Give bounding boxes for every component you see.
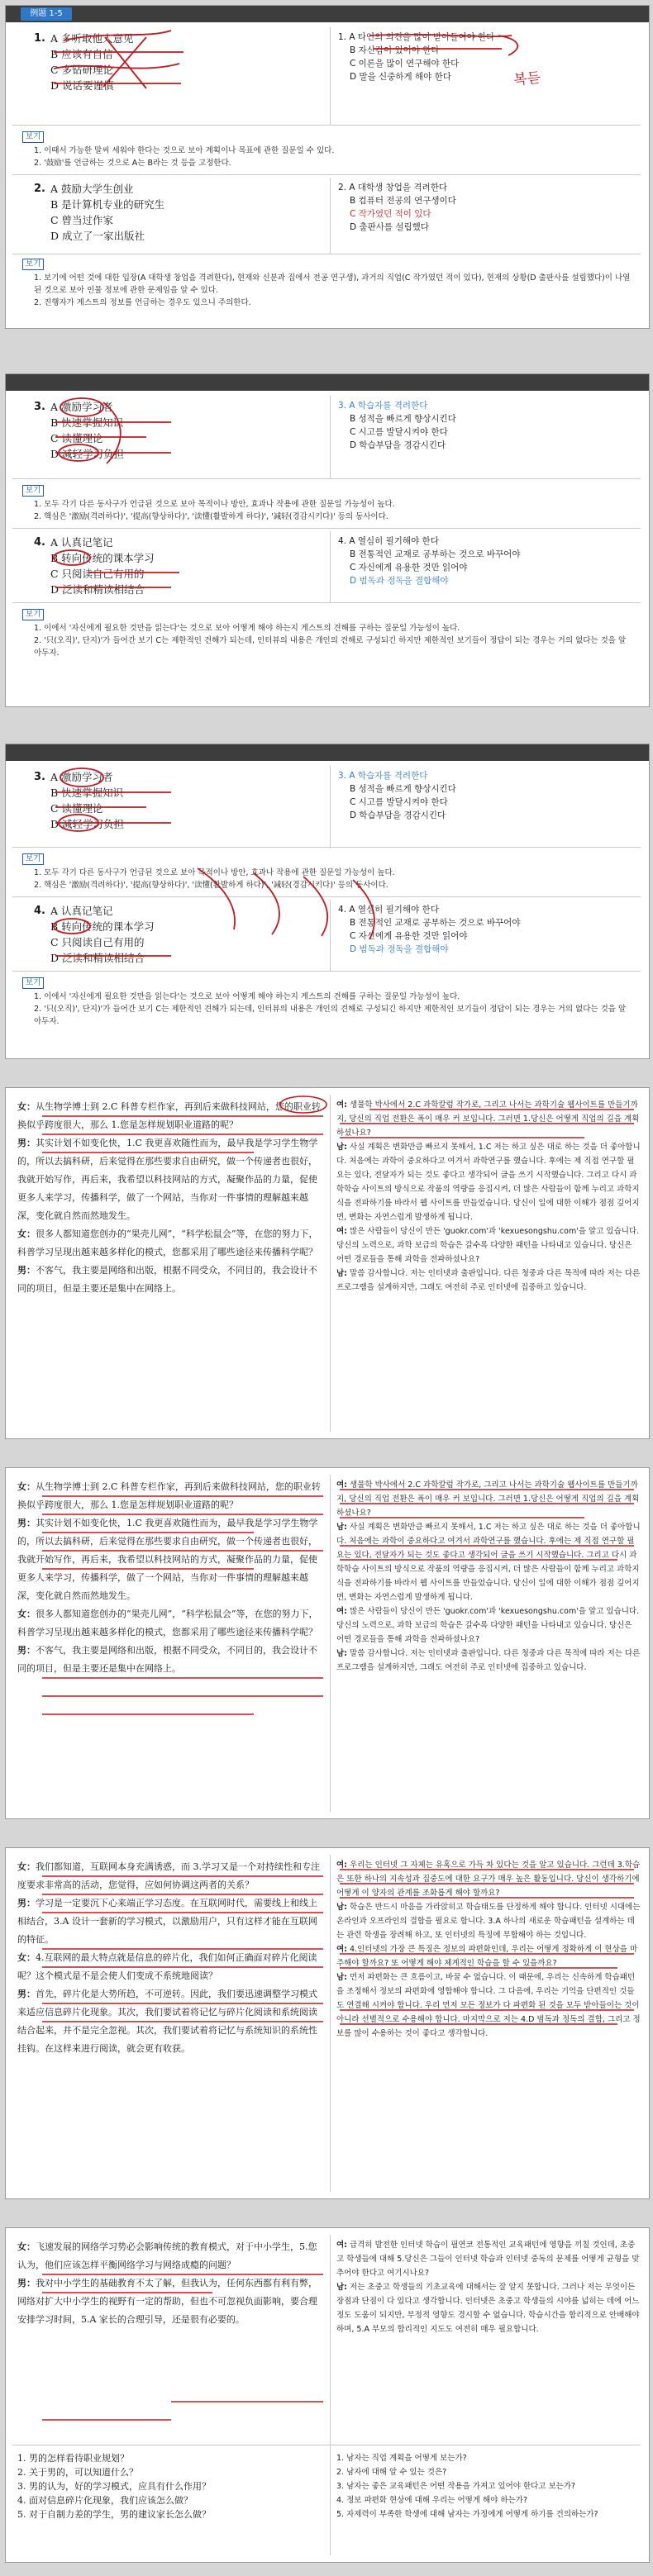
q4-ko-d: D 범독과 정독을 결합해야 — [350, 944, 449, 954]
section-header-bar — [6, 374, 649, 391]
hint-label-6: 보기 — [22, 977, 44, 989]
question-item: 1. 男的怎样看待职业规划？ — [17, 2453, 129, 2464]
q4-option-c: C 只阅读自己有用的 — [50, 936, 145, 948]
dialogue-line: 男：其实计划不如变化快，1.C 我更喜欢随性而为，最早我是学习学生物学的，所以去搞科研，后来觉得在那些要求自由研究，做一个传递者也很好，我就开始写作，再后来，我希望以科技网站的方式，凝聚作品的力量，促使更多人来学习，传播科学，做了一个网站，当你对一件事情的理解越来越深，变化就自然而然地发生。 — [17, 1518, 318, 1601]
transcript-page-4 — [5, 2227, 650, 2563]
q2-ko-a: 2. A 대학생 창업을 격려한다 — [338, 183, 447, 192]
q3-option-c: C 读懂理论 — [50, 802, 103, 815]
dialogue-line: 여: 생물학 박사에서 2.C 과학칼럼 작가로, 그리고 나서는 과학기술 웹사이트를 만들기까지, 당신의 직업 전환은 폭이 매우 커 보입니다. 그러면 1.당신은 어떻게 직업의 길을 계획하셨나요? — [336, 1480, 640, 1518]
dialogue-line: 남: 사실 계획은 변화만큼 빠르지 못해서, 1.C 저는 하고 싶은 대로 하는 것을 더 좋아합니다. 처음에는 과학이 중요하다고 여겨서 과학연구를 했습니다. 후에는 제 직접 연구할 필요는 있다, 전달자가 되는 것도 좋다고 생각되어 글을 쓰기 시작했습니다. 그리고 다시 과학학습 사이트의 방식으로 작품의 역량을 응집시켜, 더 많은 사람들이 함께 누리고 과학지식을 전파하기를 바라서 웹 사이트를 만들었습니다. 당신이 일에 대한 이해가 점점 깊어지면, 변화는 자연스럽게 발생하게 됩니다. — [336, 1523, 641, 1602]
q1-option-c: C 多钻研理论 — [50, 64, 114, 76]
question-item: 1. 남자는 직업 계획을 어떻게 보는가? — [336, 2454, 467, 2463]
hint-3-line-1: 1. 모두 각기 다른 동사구가 언급된 것으로 보아 목적이나 방안, 효과나 작용에 관한 질문일 가능성이 높다. — [34, 500, 395, 509]
dialogue-line: 남: 먼저 파편화는 큰 흐름이고, 바꿀 수 없습니다. 이 때문에, 우리는 신속하게 학습패턴을 조정해서 정보의 파편화에 영합해야 합니다. 그 다음에, 우리는 기억을 단편적인 것들 도 연결해 시켜야 합니다. 우리 먼저 모든 정보가 다 파편화 된 것을 모두 받아들이는 것이 아니라 선별적으로 수용해야 합니다. 마지막으로 저는 4.D 범독과 정독의 결합, 그리고 정보를 많이 수용하는 것이 좋다고 생각합니다. — [336, 1973, 641, 2038]
question-item: 4. 面对信息碎片化现象，我们应该怎么做？ — [17, 2495, 193, 2506]
dialogue-line: 여: 생물학 박사에서 2.C 과학칼럼 작가로, 그리고 나서는 과학기술 웹사이트를 만들기까지, 당신의 직업 전환은 폭이 매우 커 보입니다. 그러면 1.당신은 어떻게 직업의 길을 계획하셨나요? — [336, 1100, 640, 1138]
q1-option-a: A 多听取他人意见 — [50, 32, 134, 45]
q1-ko-c: C 이론을 많이 연구해야 한다 — [350, 59, 460, 69]
q3-option-a: A 激励学习者 — [50, 771, 113, 783]
dialogue-line: 女：从生物学博士到 2.C 科普专栏作家，再到后来做科技网站，您的职业转换似乎跨度很大，那么 1.您是怎样规划职业道路的呢？ — [17, 1101, 321, 1130]
q2-option-d: D 成立了一家出版社 — [50, 230, 145, 242]
hint-label-2: 보기 — [22, 259, 44, 270]
dialogue-line: 남: 학습은 반드시 마음을 가라앉히고 학습태도를 단정하게 해야 합니다. 인터넷 시대에는 온라인과 오프라인의 결합을 필요로 합니다. 3.A 하나의 새로운 학습패턴을 설계하는 데는 관련 학생을 장려해 하고, 또 인터넷의 특징에 부합해야 하는 것입니다. — [336, 1903, 641, 1940]
section-header-bar — [6, 6, 649, 22]
q4-number: 4. — [34, 905, 45, 917]
q4-number: 4. — [34, 536, 45, 549]
q3-ko-b: B 성적을 빠르게 향상시킨다 — [350, 414, 456, 424]
transcript-ko-column — [336, 1478, 641, 1675]
dialogue-line: 男：不客气，我主要是网络和出版，根据不同受众，不同目的，我会设计不同的项目，但是主要还是集中在网络上。 — [17, 1645, 317, 1674]
dialogue-line: 女：很多人都知道您创办的“果壳儿网”，“科学松鼠会”等，在您的努力下，科普学习呈现出越来越多样化的模式，您都采用了哪些途径来传播科学呢？ — [17, 1229, 318, 1257]
dialogue-line: 여: 많은 사람들이 당신이 만든 'guokr.com'과 'kexuesongshu.com'을 알고 있습니다. 당신의 노력으로, 과학 보급의 학습은 갈수록 다양한 패턴을 나타내고 있습니다. 당신은 어떤 경로들을 통해 과학을 전파하셨나요? — [336, 1607, 640, 1644]
dialogue-line: 女：很多人都知道您创办的“果壳儿网”，“科学松鼠会”等，在您的努力下，科普学习呈现出越来越多样化的模式，您都采用了哪些途径来传播科学呢？ — [17, 1609, 318, 1637]
question-item: 5. 자제력이 부족한 학생에 대해 남자는 가정에게 어떻게 하기를 건의하는가? — [336, 2510, 598, 2519]
hint-3-line-2: 2. 핵심은 '激励(격려하다)', '提高(향상하다)', '读懂(활발하게 하다)', '减轻(경감시키다)' 등의 동사이다. — [34, 512, 388, 521]
q4-ko-d: D 범독과 정독을 결합해야 — [350, 576, 449, 586]
q1-ko-b: B 자신감이 있어야 한다 — [350, 45, 440, 55]
q4-option-b: B 转向传统的课本学习 — [50, 920, 155, 933]
q2-option-c: C 曾当过作家 — [50, 214, 114, 226]
q3-option-d: D 减轻学习负担 — [50, 818, 124, 830]
hint-2-line-2: 2. 진행자가 게스트의 정보를 언급하는 경우도 있으니 주의한다. — [34, 298, 251, 307]
q2-ko-d: D 출판사를 설립했다 — [350, 222, 429, 232]
q3-option-b: B 快速掌握知识 — [50, 416, 124, 429]
q4-ko-a: 4. A 열심히 필기해야 한다 — [338, 905, 439, 915]
q4-ko-c: C 자신에게 유용한 것만 읽어야 — [350, 931, 468, 941]
q3-number: 3. — [34, 771, 45, 783]
question-item: 4. 정보 파편화 현상에 대해 우리는 어떻게 해야 하는가? — [336, 2496, 527, 2505]
hint-label-5: 보기 — [22, 853, 44, 865]
dialogue-line: 남: 말씀 감사합니다. 저는 인터넷과 출판입니다. 다른 청중과 다른 목적에 따라 저는 다른 프로그램을 설계하지만, 그래도 여전히 주로 인터넷에 집중하고 있습니다. — [336, 1649, 641, 1672]
q1-option-d: D 说话要谨慎 — [50, 79, 114, 92]
q3-ko-a: 3. A 학습자를 격려한다 — [338, 771, 428, 781]
hint-5-line-2: 2. 핵심은 '激励(격려하다)', '提高(향상하다)', '读懂(활발하게 하다)', '减轻(경감시키다)' 등의 동사이다. — [34, 881, 388, 890]
q4-option-a: A 认真记笔记 — [50, 905, 113, 917]
hint-4-line-1: 1. 이에서 '자신에게 필요한 것만을 읽는다'는 것으로 보아 어떻게 해야 하는지 게스트의 견해를 구하는 질문일 가능성이 높다. — [34, 624, 460, 633]
q3-option-c: C 读懂理论 — [50, 432, 103, 444]
hint-label-1: 보기 — [22, 131, 44, 143]
question-item: 2. 关于男的，可以知道什么？ — [17, 2467, 138, 2478]
q3-ko-c: C 시고를 발달시켜야 한다 — [350, 427, 448, 437]
transcript-ko-column — [336, 1858, 641, 2041]
q3-ko-d: D 학습부담을 경감시킨다 — [350, 440, 446, 450]
hint-label-4: 보기 — [22, 609, 44, 620]
transcript-page-1 — [5, 1087, 650, 1439]
transcript-page-3 — [5, 1847, 650, 2199]
q3-option-a: A 激励学习者 — [50, 401, 113, 413]
hint-6-line-1: 1. 이에서 '자신에게 필요한 것만을 읽는다'는 것으로 보아 어떻게 해야 하는지 게스트의 견해를 구하는 질문일 가능성이 높다. — [34, 992, 460, 1001]
q4-ko-c: C 자신에게 유용한 것만 읽어야 — [350, 563, 468, 573]
q1-ko-d: D 말을 신중하게 해야 한다 — [350, 72, 451, 82]
dialogue-line: 여: 급격히 발전한 인터넷 학습이 필연코 전통적인 교육패턴에 영향을 끼칠 것인데, 초중고 학생들에 대해 5.당신은 그들이 인터넷 학습과 인터넷 중독의 문제를 어떻게 균형을 맞추어야 한다고 여기시나요? — [336, 2241, 640, 2278]
question-item: 3. 남자는 좋은 교육패턴은 어떤 작용을 가져고 있어야 한다고 보는가? — [336, 2482, 576, 2491]
q2-option-b: B 是计算机专业的研究生 — [50, 198, 165, 211]
questions-zh — [17, 2451, 325, 2521]
dialogue-line: 女：我们都知道，互联网本身充满诱惑，而 3.学习又是一个对持续性和专注度要求非常高的活动，您觉得，应如何协调这两者的关系？ — [17, 1861, 320, 1890]
q4-option-d: D 泛读和精读相结合 — [50, 952, 145, 964]
dialogue-line: 여: 많은 사람들이 당신이 만든 'guokr.com'과 'kexuesongshu.com'을 알고 있습니다. 당신의 노력으로, 과학 보급의 학습은 갈수록 다양한 패턴을 나타내고 있습니다. 당신은 어떤 경로들을 통해 과학을 전파하셨나요? — [336, 1227, 640, 1264]
q3-ko-c: C 시고를 발달시켜야 한다 — [350, 797, 448, 807]
section-header-bar — [6, 744, 649, 761]
q4-ko-a: 4. A 열심히 필기해야 한다 — [338, 536, 439, 546]
transcript-zh-column — [17, 1858, 325, 2058]
dialogue-line: 여: 4.인터넷의 가장 큰 특징은 정보의 파편화인데, 우리는 어떻게 정확하게 이 현상을 마주해야 할까요? 또 어떻게 해야 체계적인 학습을 할 수 있을까요? — [336, 1945, 638, 1968]
q2-number: 2. — [34, 183, 45, 195]
dialogue-line: 女：4.互联网的最大特点就是信息的碎片化，我们如何正确面对碎片化阅读呢？这个模式是不是会使人们变成不系统地阅读？ — [17, 1952, 317, 1981]
handwritten-note: 복듣 — [512, 69, 542, 89]
question-item: 2. 남자에 대해 알 수 있는 것은? — [336, 2468, 447, 2477]
q4-option-a: A 认真记笔记 — [50, 536, 113, 549]
q1-option-b: B 应该有自信 — [50, 48, 113, 60]
dialogue-line: 男：其实计划不如变化快，1.C 我更喜欢随性而为，最早我是学习学生物学的，所以去搞科研，后来觉得在那些要求自由研究，做一个传递者也很好，我就开始写作，再后来，我希望以科技网站的方式，凝聚作品的力量，促使更多人来学习，传播科学，做了一个网站，当你对一件事情的理解越来越深，变化就自然而然地发生。 — [17, 1138, 318, 1221]
transcript-page-2 — [5, 1467, 650, 1819]
worksheet-page-3 — [5, 744, 650, 1059]
example-tag: 例题 1-5 — [21, 7, 72, 21]
dialogue-line: 여: 우리는 인터넷 그 자체는 유혹으로 가득 차 있다는 것을 알고 있습니다. 그런데 3.학습은 또한 하나의 지속성과 집중도에 대한 요구가 매우 높은 활동입니다. 당신이 생각하기에 어떻게 이 양자의 관계를 조화롭게 해야 할까요? — [336, 1861, 641, 1898]
worksheet-page-1 — [5, 5, 650, 329]
q3-option-d: D 减轻学习负担 — [50, 448, 124, 460]
dialogue-line: 남: 저는 초중고 학생들의 기초교육에 대해서는 잘 알지 못합니다. 그러나 저는 무엇이든 장점과 단점이 다 있다고 생각합니다. 인터넷은 초중고 학생들의 시야를 넓히는 데에 어느 정도 도움이 되지만, 부정적 영향도 경시할 수 없습니다. 학습시간을 합리적으로 안배해야 하며, 5.A 부모의 합리적인 지도도 여전히 매우 필요합니다. — [336, 2283, 640, 2334]
transcript-ko-column — [336, 1098, 641, 1295]
q3-number: 3. — [34, 401, 45, 413]
transcript-ko-column — [336, 2238, 641, 2336]
q4-option-b: B 转向传统的课本学习 — [50, 552, 155, 564]
hint-5-line-1: 1. 모두 각기 다른 동사구가 언급된 것으로 보아 목적이나 방안, 효과나 작용에 관한 질문일 가능성이 높다. — [34, 868, 395, 877]
hint-4-line-2: 2. '只(오직)', 단지)'가 들어간 보기 C는 제한적인 견해가 되는데, 인터뷰의 내용은 개인의 견해로 구성되긴 하지만 제한적인 보기들이 정답이 되는 경우는 거의 없다는 것을 알아두자. — [34, 636, 627, 658]
q4-ko-b: B 전통적인 교재로 공부하는 것으로 바꾸어야 — [350, 918, 521, 928]
q2-ko-b: B 컴퓨터 전공의 연구생이다 — [350, 196, 456, 206]
dialogue-line: 男：首先，碎片化是大势所趋，不可逆转。因此，我们要迅速调整学习模式来适应信息碎片化现象。其次，我们要试着将记忆与碎片化阅读和系统阅读结合起来，并不是完全忽视。其次，我们要试着将记忆与系统知识的系统性挂钩。在这样来进行阅读，就会更有收获。 — [17, 1989, 317, 2054]
dialogue-line: 女：飞速发展的网络学习势必会影响传统的教育模式，对于中小学生，5.您认为，他们应该怎样平衡网络学习与网络成瘾的问题？ — [17, 2241, 317, 2270]
q1-ko-a: 1. A 타인의 의견을 많이 받아들여야 한다 — [338, 32, 495, 42]
hint-label-3: 보기 — [22, 485, 44, 497]
q3-ko-d: D 학습부담을 경감시킨다 — [350, 810, 446, 820]
dialogue-line: 男：不客气，我主要是网络和出版，根据不同受众，不同目的，我会设计不同的项目，但是主要还是集中在网络上。 — [17, 1265, 317, 1294]
dialogue-line: 女：从生物学博士到 2.C 科普专栏作家，再到后来做科技网站，您的职业转换似乎跨度很大，那么 1.您是怎样规划职业道路的呢？ — [17, 1481, 321, 1510]
q2-ko-c: C 작가였던 적이 있다 — [350, 209, 431, 219]
transcript-zh-column — [17, 2238, 325, 2329]
dialogue-line: 남: 말씀 감사합니다. 저는 인터넷과 출판입니다. 다른 청중과 다른 목적에 따라 저는 다른 프로그램을 설계하지만, 그래도 여전히 주로 인터넷에 집중하고 있습니다. — [336, 1269, 641, 1292]
q3-ko-a: 3. A 학습자를 격려한다 — [338, 401, 428, 411]
hint-1-line-2: 2. '鼓励'를 언급하는 것으로 A는 B라는 것 등을 고정한다. — [34, 159, 231, 168]
worksheet-page-2 — [5, 373, 650, 707]
dialogue-line: 남: 사실 계획은 변화만큼 빠르지 못해서, 1.C 저는 하고 싶은 대로 하는 것을 더 좋아합니다. 처음에는 과학이 중요하다고 여겨서 과학연구를 했습니다. 후에는 제 직접 연구할 필요는 있다, 전달자가 되는 것도 좋다고 생각되어 글을 쓰기 시작했습니다. 그리고 다시 과학학습 사이트의 방식으로 작품의 역량을 응집시켜, 더 많은 사람들이 함께 누리고 과학지식을 전파하기를 바라서 웹 사이트를 만들었습니다. 당신이 일에 대한 이해가 점점 깊어지면, 변화는 자연스럽게 발생하게 됩니다. — [336, 1143, 641, 1222]
hint-6-line-2: 2. '只(오직)', 단지)'가 들어간 보기 C는 제한적인 견해가 되는데, 인터뷰의 내용은 개인의 견해로 구성되긴 하지만 제한적인 보기들이 정답이 되는 경우는 거의 없다는 것을 알아두자. — [34, 1005, 627, 1026]
q3-ko-b: B 성적을 빠르게 향상시킨다 — [350, 784, 456, 794]
transcript-zh-column — [17, 1098, 325, 1298]
dialogue-line: 男：学习是一定要沉下心来端正学习态度。在互联网时代，需要线上和线上相结合，3.A 设计一套新的学习模式，以激励用户，只有这样才能在互联网的特征。 — [17, 1898, 317, 1945]
question-item: 5. 对于自制力差的学生，男的建议家长怎么做？ — [17, 2509, 211, 2520]
hint-2-line-1: 1. 보기에 어떤 것에 대한 입장(A 대학생 창업을 격려한다), 현재와 신분과 집에서 전공 연구생), 과거의 직업(C 작가였던 적이 있다), 현재의 상황(D 출판사를 설립했다)이 나열된 것으로 보아 인물 정보에 관한 문제임을 알 수 있다. — [34, 273, 631, 295]
q3-option-b: B 快速掌握知识 — [50, 787, 124, 799]
q4-option-c: C 只阅读自己有用的 — [50, 568, 145, 580]
questions-ko — [336, 2451, 641, 2521]
q1-number: 1. — [34, 32, 45, 45]
q4-option-d: D 泛读和精读相结合 — [50, 583, 145, 596]
dialogue-line: 男：我对中小学生的基础教育不太了解，但我认为，任何东西都有利有弊，网络对扩大中小学生的视野有一定的帮助，但也不可忽视负面影响，要合理安排学习时间，5.A 家长的合理引导，还是很有必要的。 — [17, 2278, 317, 2325]
q4-ko-b: B 전통적인 교재로 공부하는 것으로 바꾸어야 — [350, 549, 521, 559]
q2-option-a: A 鼓励大学生创业 — [50, 183, 134, 195]
transcript-zh-column — [17, 1478, 325, 1678]
question-item: 3. 男的认为，好的学习模式，应具有什么作用？ — [17, 2481, 211, 2492]
hint-1-line-1: 1. 이때서 가능한 말씨 세워야 한다는 것으로 보아 계획이나 목표에 관한 질문일 수 있다. — [34, 146, 335, 155]
